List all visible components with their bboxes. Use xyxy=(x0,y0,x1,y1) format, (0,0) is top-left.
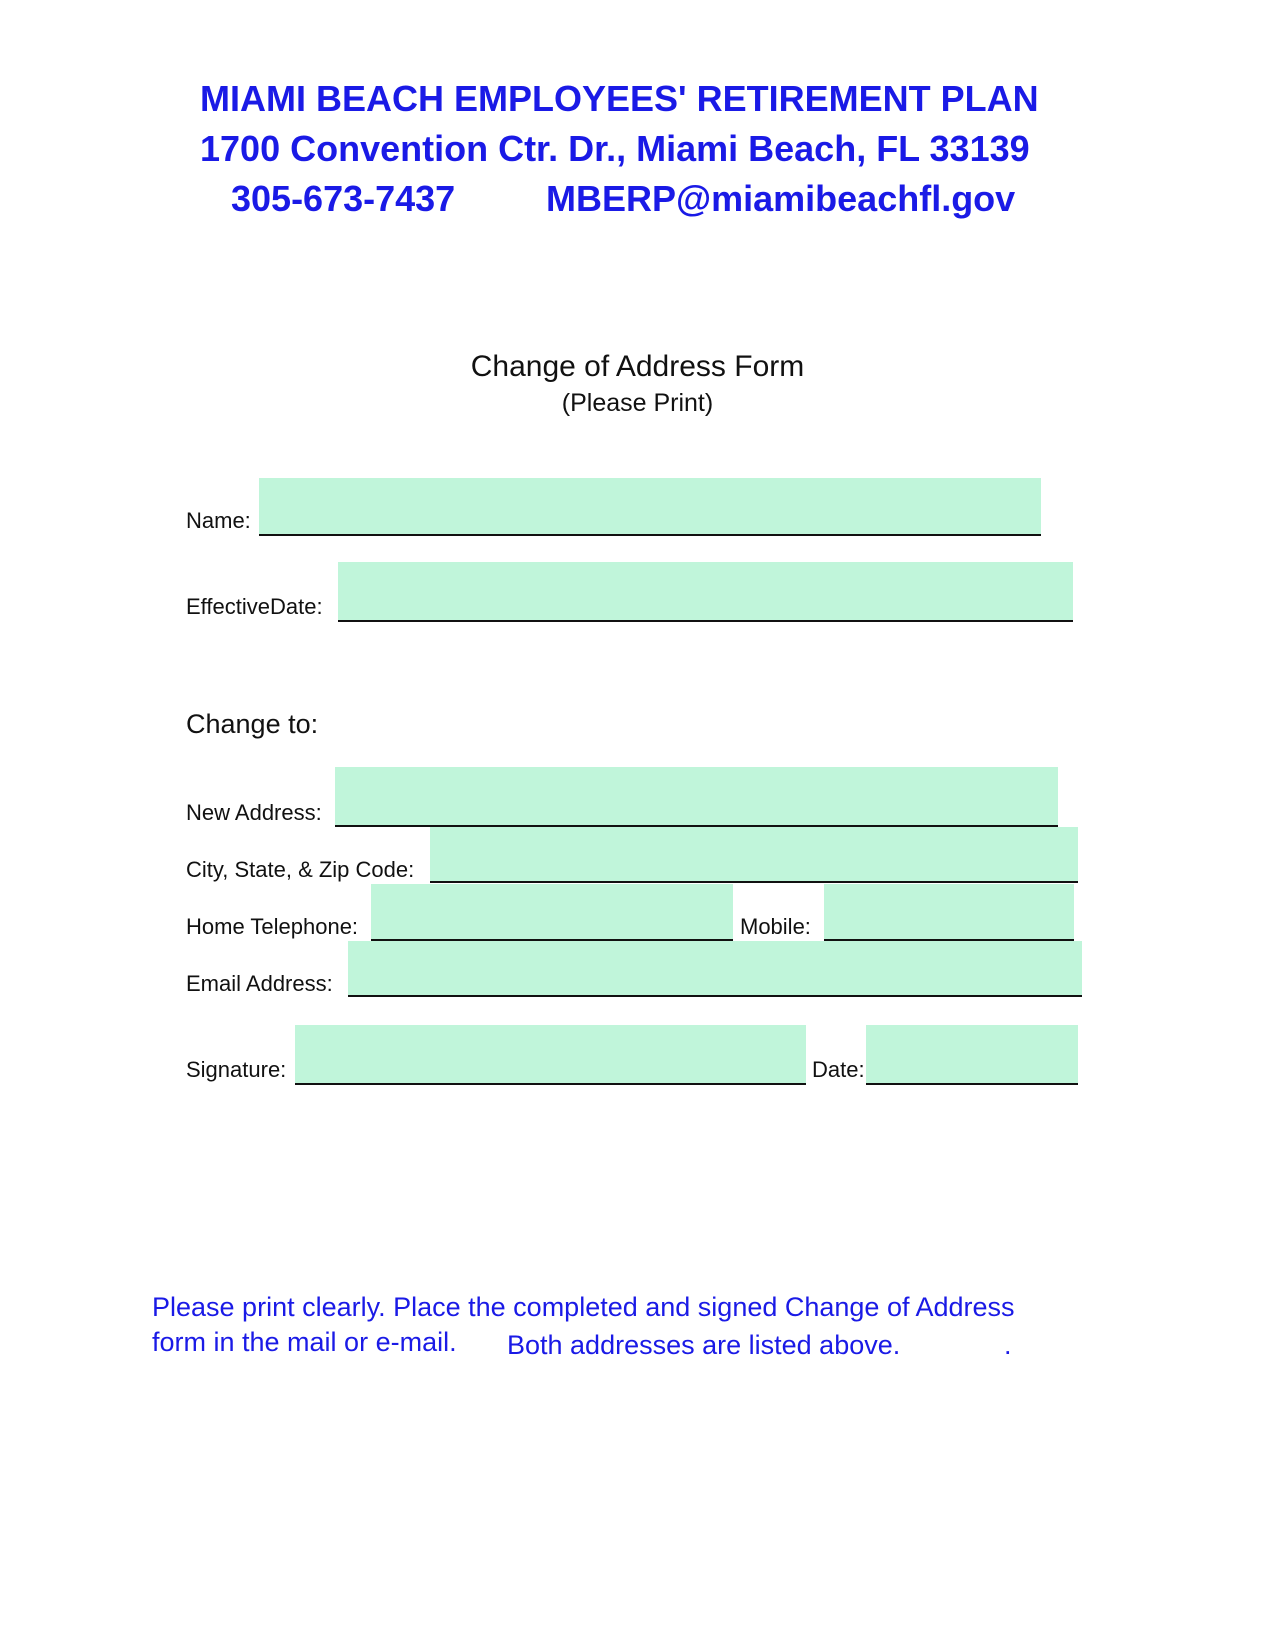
city-state-zip-label: City, State, & Zip Code: xyxy=(186,857,415,882)
org-address: 1700 Convention Ctr. Dr., Miami Beach, FL 33139 xyxy=(200,128,1030,169)
name-label: Name: xyxy=(186,508,251,533)
instructions-line-2c: . xyxy=(1004,1330,1012,1360)
mobile-label: Mobile: xyxy=(740,914,811,939)
email-address-label: Email Address: xyxy=(186,971,333,996)
date-label: Date: xyxy=(812,1057,865,1082)
home-telephone-label: Home Telephone: xyxy=(186,914,359,939)
mobile-field[interactable] xyxy=(824,884,1074,941)
effective-date-label: EffectiveDate: xyxy=(186,594,323,619)
change-to-heading: Change to: xyxy=(186,709,319,739)
instructions-line-2a: form in the mail or e-mail. xyxy=(152,1327,457,1357)
signature-label: Signature: xyxy=(186,1057,287,1082)
signature-field[interactable] xyxy=(295,1025,806,1085)
org-phone: 305-673-7437 xyxy=(231,178,456,219)
email-address-field[interactable] xyxy=(348,941,1082,997)
new-address-label: New Address: xyxy=(186,800,322,825)
city-state-zip-field[interactable] xyxy=(430,827,1078,883)
form-title: Change of Address Form xyxy=(470,350,805,383)
instructions-line-1: Please print clearly. Place the completed and signed Change of Address xyxy=(152,1292,1015,1322)
org-name: MIAMI BEACH EMPLOYEES' RETIREMENT PLAN xyxy=(200,78,1039,119)
effective-date-field[interactable] xyxy=(338,562,1073,622)
name-field[interactable] xyxy=(259,478,1041,536)
new-address-field[interactable] xyxy=(335,767,1058,827)
instructions-line-2b: Both addresses are listed above. xyxy=(507,1330,901,1360)
home-telephone-field[interactable] xyxy=(371,884,733,941)
date-field[interactable] xyxy=(866,1025,1078,1085)
org-email: MBERP@miamibeachfl.gov xyxy=(546,178,1016,219)
form-subtitle: (Please Print) xyxy=(561,389,714,417)
